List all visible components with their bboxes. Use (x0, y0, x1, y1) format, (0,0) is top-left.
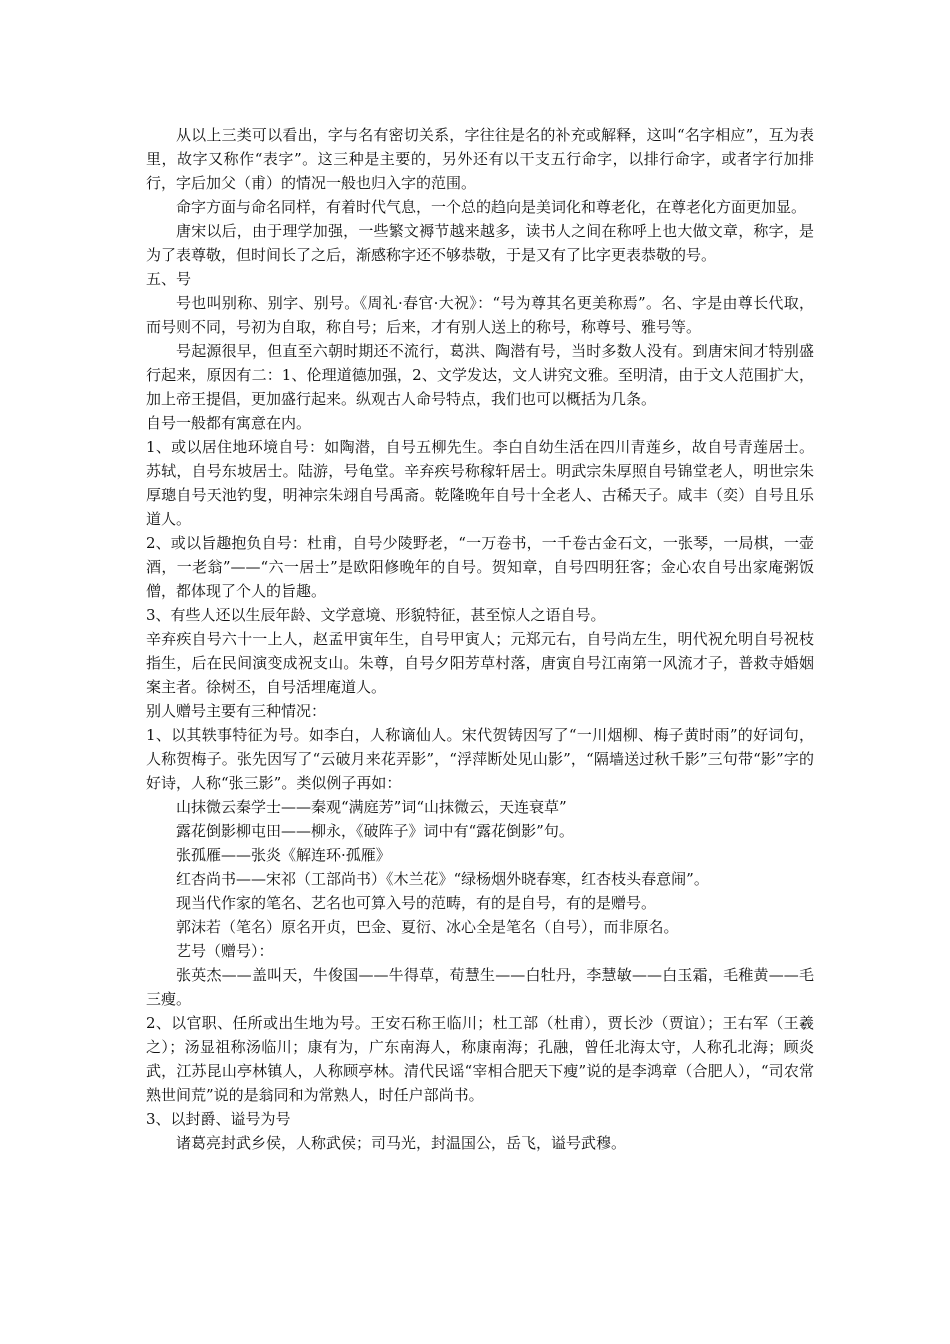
paragraph-naming-trend: 命字方面与命名同样，有着时代气息，一个总的趋向是美词化和尊老化，在尊老化方面更加显。 (176, 198, 807, 216)
paragraph-self-hao-examples: 辛弃疾自号六十一上人，赵孟甲寅年生，自号甲寅人；元郑元右，自号尚左生，明代祝允明自号祝枝指生，后在民间演变成祝支山。朱尊，自号夕阳芳草村落，唐寅自号江南第一风流才子，普救寺婚姻案主者。徐树丕，自号活埋庵道人。 (146, 630, 814, 696)
example-liu-yong: 露花倒影柳屯田——柳永，《破阵子》词中有“露花倒影”句。 (176, 822, 574, 840)
paragraph-hao-definition: 号也叫别称、别字、别号。《周礼·春官·大祝》：“号为尊其名更美称焉”。名、字是由尊长代取，而号则不同，号初为自取，称自号；后来，才有别人送上的称号，称尊号、雅号等。 (146, 294, 814, 336)
paragraph-self-hao-residence: 1、或以居住地环境自号：如陶潜，自号五柳先生。李白自幼生活在四川青莲乡，故自号青莲居士。苏轼，自号东坡居士。陆游，号龟堂。辛弃疾号称稼轩居士。明武宗朱厚照自号锦堂老人，明世宗朱厚璁自号天池钓叟，明神宗朱翊自号禹斋。乾隆晚年自号十全老人、古稀天子。咸丰（奕）自号且乐道人。 (146, 438, 814, 528)
paragraph-given-hao-intro: 别人赠号主要有三种情况： (146, 702, 327, 720)
paragraph-name-and-zi-relation: 从以上三类可以看出，字与名有密切关系，字往往是名的补充或解释，这叫“名字相应”，互为表里，故字又称作“表字”。这三种是主要的，另外还有以干支五行命字，以排行命字，或者字行加排行，字后加父（甫）的情况一般也归入字的范围。 (146, 126, 814, 192)
paragraph-art-name-heading: 艺号（赠号）： (176, 942, 274, 960)
section-heading-hao: 五、号 (146, 270, 192, 288)
paragraph-zhuge-liang: 诸葛亮封武乡侯，人称武侯；司马光，封温国公，岳飞，谥号武穆。 (176, 1134, 627, 1152)
example-qin-guan: 山抹微云秦学士——秦观“满庭芳”词“山抹微云，天连衰草” (176, 798, 567, 816)
paragraph-given-hao-title: 3、以封爵、谥号为号 (146, 1110, 291, 1128)
paragraph-modern-pen-names: 现当代作家的笔名、艺名也可算入号的范畴，有的是自号，有的是赠号。 (176, 894, 657, 912)
paragraph-self-hao-other: 3、有些人还以生辰年龄、文学意境、形貌特征，甚至惊人之语自号。 (146, 606, 606, 624)
paragraph-given-hao-office: 2、以官职、任所或出生地为号。王安石称王临川；杜工部（杜甫），贾长沙（贾谊）；王右军（王羲之）；汤显祖称汤临川；康有为，广东南海人，称康南海；孔融，曾任北海太守，人称孔北海；顾炎武，江苏昆山亭林镇人，人称顾亭林。清代民谣“宰相合肥天下瘦”说的是李鸿章（合肥人），“司农常熟世间荒”说的是翁同和为常熟人，时任户部尚书。 (146, 1014, 814, 1104)
paragraph-self-hao-meaning: 自号一般都有寓意在内。 (146, 414, 312, 432)
paragraph-hao-origin: 号起源很早，但直至六朝时期还不流行，葛洪、陶潜有号，当时多数人没有。到唐宋间才特别盛行起来，原因有二：1、伦理道德加强，2、文学发达，文人讲究文雅。至明清，由于文人范围扩大，加上帝王提倡，更加盛行起来。纵观古人命号特点，我们也可以概括为几条。 (146, 342, 814, 408)
paragraph-tang-song-hao: 唐宋以后，由于理学加强，一些繁文褥节越来越多，读书人之间在称呼上也大做文章，称字，是为了表尊敬，但时间长了之后，渐感称字还不够恭敬，于是又有了比字更表恭敬的号。 (146, 222, 814, 264)
document-body (146, 123, 814, 1155)
paragraph-art-name-examples: 张英杰——盖叫天，牛俊国——牛得草，荀慧生——白牡丹，李慧敏——白玉霜，毛稚黄——毛三瘦。 (146, 966, 814, 1008)
example-zhang-yan: 张孤雁——张炎《解连环·孤雁》 (176, 846, 391, 864)
paragraph-guo-moruo: 郭沫若（笔名）原名开贞，巴金、夏衍、冰心全是笔名（自号），而非原名。 (176, 918, 679, 936)
example-song-qi: 红杏尚书——宋祁（工部尚书）《木兰花》“绿杨烟外晓春寒，红杏枝头春意闹”。 (176, 870, 709, 888)
paragraph-self-hao-ambition: 2、或以旨趣抱负自号：杜甫，自号少陵野老，“一万卷书，一千卷古金石文，一张琴，一局棋，一壶酒，一老翁”——“六一居士”是欧阳修晚年的自号。贺知章，自号四明狂客；金心农自号出家庵粥饭僧，都体现了个人的旨趣。 (146, 534, 814, 600)
paragraph-given-hao-anecdote: 1、以其轶事特征为号。如李白，人称谪仙人。宋代贺铸因写了“一川烟柳、梅子黄时雨”的好词句，人称贺梅子。张先因写了“云破月来花弄影”，“浮萍断处见山影”，“隔墙送过秋千影”三句带“影”字的好诗，人称“张三影”。类似例子再如： (146, 726, 814, 792)
